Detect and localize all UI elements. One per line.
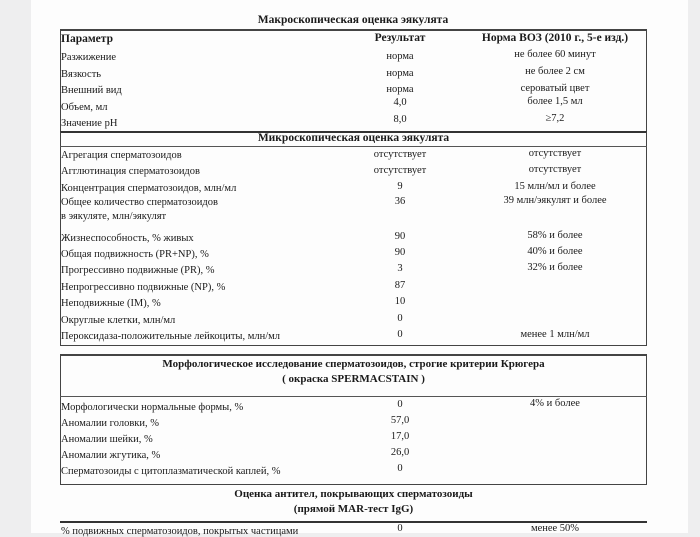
header-norm: Норма ВОЗ (2010 г., 5-е изд.)	[481, 32, 629, 44]
norm-value: 4% и более	[530, 398, 580, 409]
macro-title: Макроскопическая оценка эякулята	[257, 14, 449, 26]
param-label: Общая подвижность (PR+NP), %	[61, 249, 209, 260]
result-value: 4,0	[393, 97, 407, 108]
norm-value: менее 50%	[530, 523, 580, 534]
header-param: Параметр	[61, 33, 113, 45]
result-value: 8,0	[393, 114, 407, 125]
morph-title: Морфологическое исследование сперматозоидов, строгие критерии Крюгера	[162, 358, 545, 370]
param-label-line2: в эякуляте, млн/эякулят	[61, 211, 167, 222]
param-label: Аномалии головки, %	[61, 418, 160, 429]
result-value: 87	[394, 280, 406, 291]
param-label: Жизнеспособность, % живых	[61, 233, 194, 244]
param-label: Вязкость	[61, 69, 102, 80]
param-label: Разжижение	[61, 52, 117, 63]
norm-value: 15 млн/мл и более	[514, 181, 596, 192]
result-value: 9	[397, 181, 403, 192]
morph-title-divider	[60, 396, 647, 397]
param-label: Морфологически нормальные формы, %	[61, 402, 244, 413]
result-value: 0	[397, 399, 403, 410]
norm-value: 39 млн/эякулят и более	[503, 195, 607, 206]
result-value: 3	[397, 263, 403, 274]
param-label: % подвижных сперматозоидов, покрытых частицами	[61, 526, 299, 537]
result-value: 17,0	[390, 431, 410, 442]
result-value: 90	[394, 231, 406, 242]
param-label: Прогрессивно подвижные (PR), %	[61, 265, 215, 276]
result-value: 36	[394, 196, 406, 207]
result-value: 0	[397, 329, 403, 340]
param-label: Концентрация сперматозоидов, млн/мл	[61, 183, 237, 194]
norm-value: не более 60 минут	[514, 49, 596, 60]
norm-value: менее 1 млн/мл	[520, 329, 590, 340]
result-value: 57,0	[390, 415, 410, 426]
param-label: Сперматозоиды с цитоплазматической каплей, %	[61, 466, 281, 477]
result-value: 10	[394, 296, 406, 307]
param-label: Агглютинация сперматозоидов	[61, 166, 200, 177]
header-result: Результат	[374, 32, 426, 44]
morph-subtitle: ( окраска SPERMACSTAIN )	[282, 373, 425, 385]
param-label: Внешний вид	[61, 85, 122, 96]
norm-value: ≥7,2	[545, 113, 565, 124]
result-value: отсутствует	[373, 165, 427, 176]
micro-title-divider	[60, 146, 647, 147]
result-value: норма	[386, 51, 414, 62]
mar-subtitle: (прямой MAR-тест IgG)	[293, 503, 414, 515]
result-value: 0	[397, 463, 403, 474]
param-label: Аномалии шейки, %	[61, 434, 153, 445]
norm-value: отсутствует	[528, 164, 582, 175]
param-label: Значение pH	[61, 118, 118, 129]
mar-title: Оценка антител, покрывающих сперматозоиды	[234, 488, 473, 500]
param-label: Объем, мл	[61, 102, 108, 113]
result-value: 0	[397, 313, 403, 324]
norm-value: не более 2 см	[525, 66, 585, 77]
norm-value: сероватый цвет	[520, 83, 590, 94]
norm-value: отсутствует	[528, 148, 582, 159]
param-label: Агрегация сперматозоидов	[61, 150, 182, 161]
norm-value: 32% и более	[527, 262, 583, 273]
norm-value: 40% и более	[527, 246, 583, 257]
result-value: отсутствует	[373, 149, 427, 160]
result-value: 90	[394, 247, 406, 258]
result-value: 0	[397, 523, 403, 534]
param-label: Пероксидаза-положительные лейкоциты, млн/мл	[61, 331, 281, 342]
result-value: норма	[386, 68, 414, 79]
result-value: норма	[386, 84, 414, 95]
param-label: Общее количество сперматозоидов	[61, 197, 218, 208]
param-label: Неподвижные (IM), %	[61, 298, 161, 309]
norm-value: более 1,5 мл	[527, 96, 583, 107]
norm-value: 58% и более	[527, 230, 583, 241]
result-value: 26,0	[390, 447, 410, 458]
param-label: Округлые клетки, млн/мл	[61, 315, 176, 326]
micro-title: Микроскопическая оценка эякулята	[257, 132, 450, 144]
param-label: Непрогрессивно подвижные (NP), %	[61, 282, 226, 293]
param-label: Аномалии жгутика, %	[61, 450, 161, 461]
